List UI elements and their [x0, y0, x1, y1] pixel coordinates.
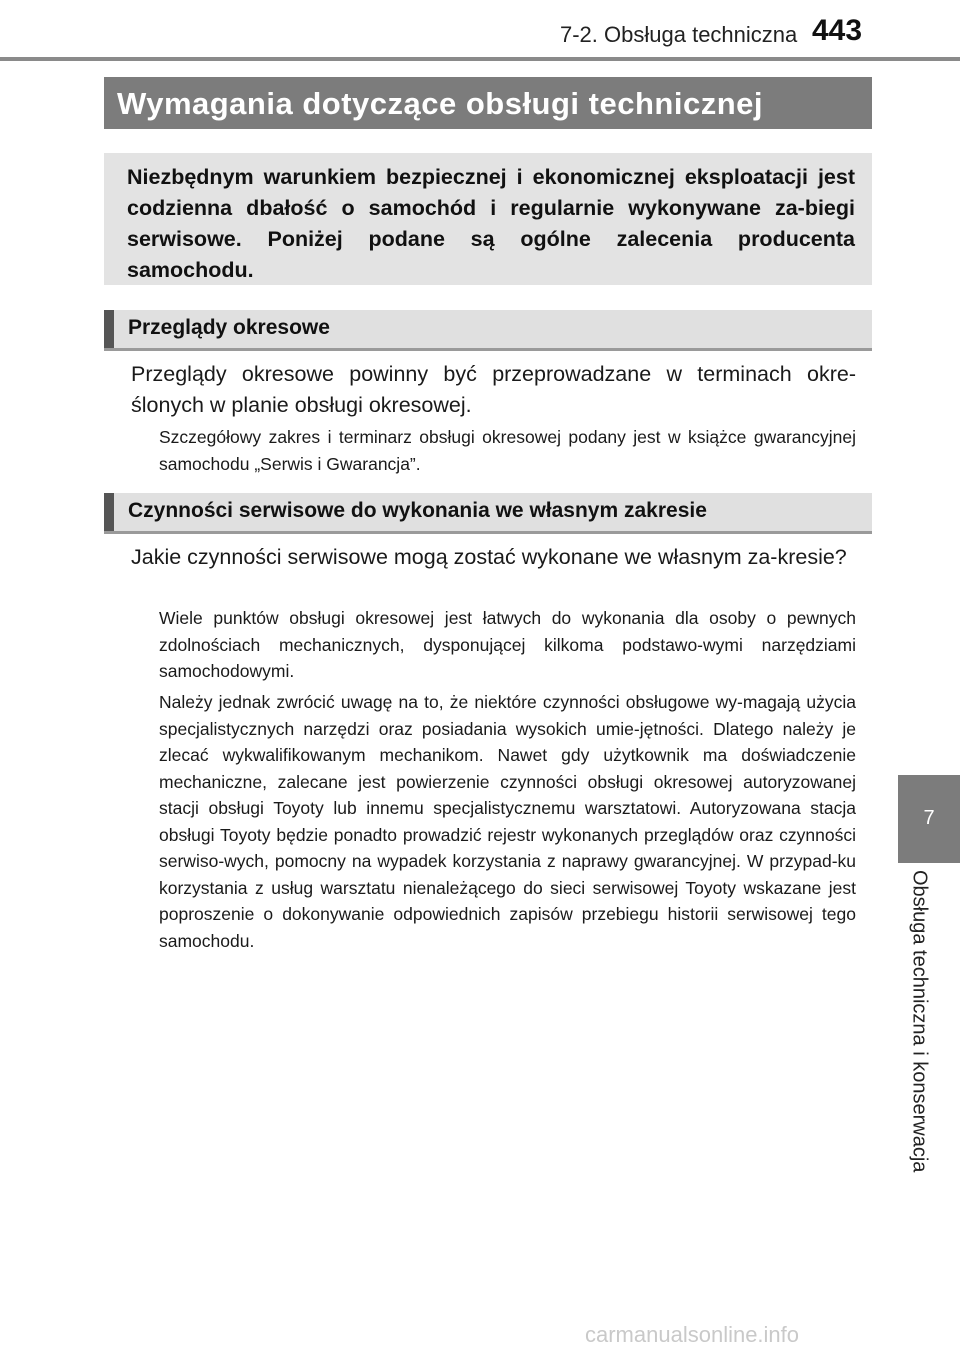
- chapter-tab: [898, 775, 960, 863]
- section-heading-diy-service: [104, 493, 872, 534]
- intro-text: Niezbędnym warunkiem bezpiecznej i ekonomicznej eksploatacji jest codzienna dbałość o samochód i regularnie wykonywane za-biegi serwisowe. Poniżej podane są ogólne zalecenia producenta samochodu.: [127, 165, 855, 282]
- section-paragraph: Wiele punktów obsługi okresowej jest łatwych do wykonania dla osoby o pewnych zdolnościach mechanicznych, dysponującej kilkoma podstawo-wymi narzędziami samochodowymi.: [159, 608, 856, 681]
- page-title: Wymagania dotyczące obsługi technicznej: [117, 86, 763, 121]
- section-heading-periodic-inspections: [104, 310, 872, 351]
- intro-box: [104, 153, 872, 285]
- section-running-head: 7-2. Obsługa techniczna: [560, 22, 798, 47]
- section-main-text: Przeglądy okresowe powinny być przeprowadzane w terminach okre-ślonych w planie obsługi okresowej.: [131, 362, 856, 417]
- section-heading-label: Przeglądy okresowe: [128, 316, 330, 339]
- section-paragraph: Szczegółowy zakres i terminarz obsługi okresowej podany jest w książce gwarancyjnej samochodu „Serwis i Gwarancja”.: [159, 427, 856, 474]
- chapter-number: 7: [923, 807, 935, 829]
- section-main-text: Jakie czynności serwisowe mogą zostać wykonane we własnym za-kresie?: [131, 545, 847, 569]
- section-heading-label: Czynności serwisowe do wykonania we własnym zakresie: [128, 499, 707, 522]
- chapter-title-vertical: Obsługa techniczna i konserwacja: [908, 870, 931, 1173]
- section-paragraph: Należy jednak zwrócić uwagę na to, że niektóre czynności obsługowe wy-magają użycia specjalistycznych narzędzi oraz posiadania wysokich umie-jętności. Dlatego należy je zlecać wykwalifikowanym mechanikom. Nawet gdy użytkownik ma doświadczenie mechaniczne, zalecane jest powierzenie czynności obsługi okresowej autoryzowanej stacji obsługi Toyoty lub innemu specjalistycznemu warsztatowi. Autoryzowana stacja obsługi Toyoty będzie ponadto prowadzić rejestr wykonanych przeglądów oraz czynności serwiso-wych, pomocny na wypadek korzystania z naprawy gwarancyjnej. W przypad-ku korzystania z usług warsztatu nienależącego do sieci serwisowej Toyoty wskazane jest poproszenie o dokonywanie odpowiednich zapisów przebiegu historii serwisowej tego samochodu.: [159, 692, 856, 951]
- page-title-bar: [104, 77, 872, 129]
- page-number: 443: [812, 14, 863, 47]
- header-divider: [0, 57, 960, 61]
- watermark: carmanualsonline.info: [585, 1322, 800, 1347]
- chapter-side-label: [904, 870, 934, 1200]
